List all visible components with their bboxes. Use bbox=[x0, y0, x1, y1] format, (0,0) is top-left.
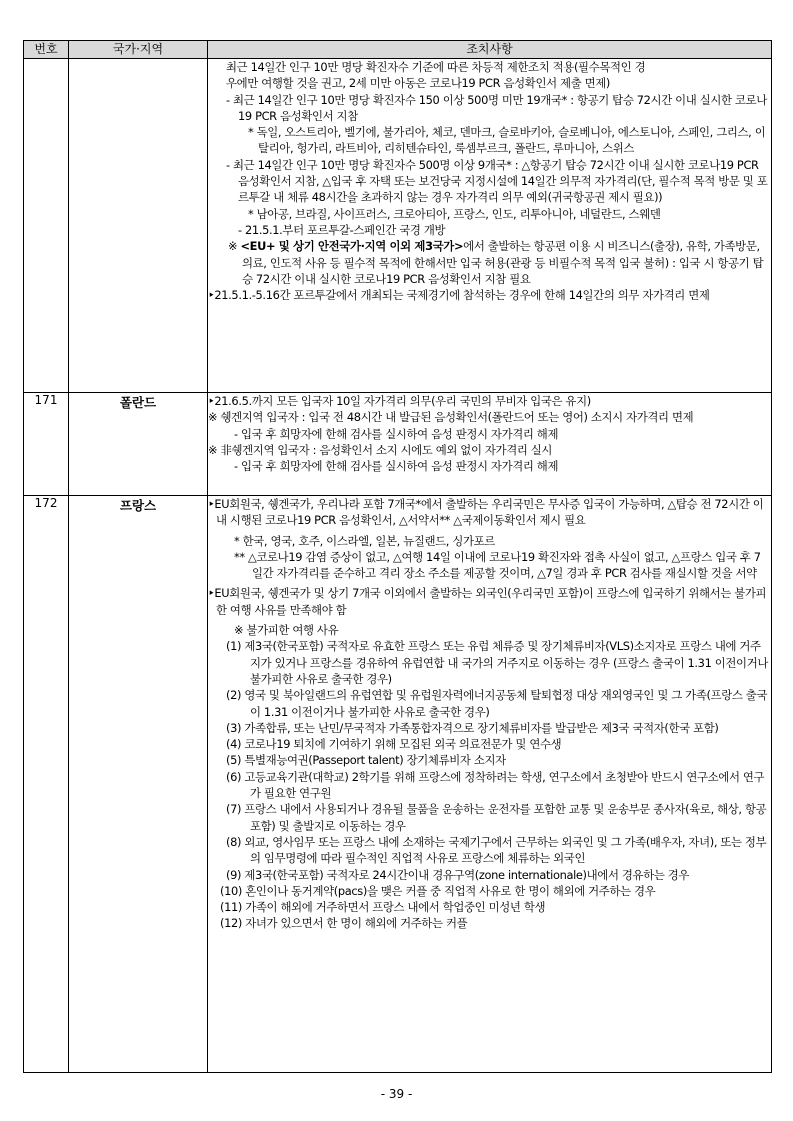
measure-line: - 입국 후 희망자에 한해 검사를 실시하여 음성 판정시 자가격리 해제 bbox=[234, 426, 559, 441]
measure-line: (1) 제3국(한국포함) 국적자로 유효한 프랑스 또는 유럽 체류증 및 장기체류비자(VLS)소지자로 프랑스 내에 거주지가 있거나 프랑스를 경유하여 유럽연합 내 국가의 거주지로 이동하는 경우 (프랑스 출국이 1.31 이전이거나 불가피한 사유로 출국한 경우) bbox=[226, 639, 769, 686]
emphasis: <EU+ 및 상기 안전국가·지역 이외 제3국가> bbox=[240, 239, 464, 254]
measure-line: (8) 외교, 영사임무 또는 프랑스 내에 소재하는 국제기구에서 근무하는 외국인 및 그 가족(배우자, 자녀), 또는 정부의 임무명령에 따라 필수적인 직업적 사유로 프랑스에 체류하는 외국인 bbox=[226, 834, 767, 866]
row-country: 폴란드 bbox=[69, 393, 208, 496]
measure-line: ** △코로나19 감염 증상이 없고, △여행 14일 이내에 코로나19 확진자와 접촉 사실이 없고, △프랑스 입국 후 7일간 자가격리를 준수하고 격리 장소 주소를 제공할 것이며, △7일 경과 후 PCR 검사를 재실시할 것을 서약 bbox=[234, 549, 761, 581]
table-row bbox=[24, 496, 772, 1073]
header-measures: 조치사항 bbox=[208, 41, 772, 59]
measure-line: (2) 영국 및 북아일랜드의 유럽연합 및 유럽원자력에너지공동체 탈퇴협정 대상 재외영국인 및 그 가족(프랑스 출국이 1.31 이전이거나 불가피한 사유로 출국한 경우) bbox=[226, 688, 768, 719]
measures-table bbox=[23, 40, 772, 1073]
measure-line: ※ 불가피한 여행 사유 bbox=[234, 623, 339, 638]
table-header-row bbox=[24, 41, 772, 59]
cell-measures-continued bbox=[208, 59, 772, 393]
header-number: 번호 bbox=[24, 41, 69, 59]
cell-measures bbox=[208, 393, 772, 496]
measure-line: (4) 코로나19 퇴치에 기여하기 위해 모집된 외국 의료전문가 및 연수생 bbox=[226, 737, 562, 752]
measure-line: 우에만 여행할 것을 권고, 2세 미만 아동은 코로나19 PCR 음성확인서 제출 면제) bbox=[226, 76, 611, 91]
measure-line: (7) 프랑스 내에서 사용되거나 경유될 물품을 운송하는 운전자를 포함한 교통 및 운송부문 종사자(육로, 해상, 항공 포함) 및 출발지로 이동하는 경우 bbox=[226, 802, 767, 833]
measure-line: (11) 가족이 해외에 거주하면서 프랑스 내에서 학업중인 미성년 학생 bbox=[220, 900, 546, 915]
cell-country-continued bbox=[69, 59, 208, 393]
measure-line: - 입국 후 희망자에 한해 검사를 실시하여 음성 판정시 자가격리 해제 bbox=[234, 459, 559, 474]
measure-line: 최근 14일간 인구 10만 명당 확진자수 기준에 따른 차등적 제한조치 적용(필수목적인 경 bbox=[226, 60, 646, 74]
page-number: - 39 - bbox=[380, 1087, 413, 1101]
row-number: 172 bbox=[24, 496, 69, 1073]
measure-line: (10) 혼인이나 동거계약(pacs)을 맺은 커플 중 직업적 사유로 한 명이 해외에 거주하는 경우 bbox=[220, 883, 656, 898]
row-country: 프랑스 bbox=[69, 496, 208, 1073]
measure-line: ‣EU회원국, 쉥겐국가, 우리나라 포함 7개국*에서 출발하는 우리국민은 무사증 입국이 가능하며, △탑승 전 72시간 이내 시행된 코로나19 PCR 음성확인서, △서약서** △국제이동확인서 제시 필요 bbox=[208, 497, 764, 528]
measure-line: (9) 제3국(한국포함) 국적자로 24시간이내 경유구역(zone internationale)내에서 경유하는 경우 bbox=[226, 867, 690, 882]
measure-line: (6) 고등교육기관(대학교) 2학기를 위해 프랑스에 정착하려는 학생, 연구소에서 초청받아 반드시 연구소에서 연구가 필요한 연구원 bbox=[226, 769, 765, 801]
measure-line: * 남아공, 브라질, 사이프러스, 크로아티아, 프랑스, 인도, 리투아니아, 네덜란드, 스웨덴 bbox=[248, 206, 661, 221]
header-country: 국가·지역 bbox=[69, 41, 208, 59]
cell-measures bbox=[208, 496, 772, 1073]
measure-line: ※ <EU+ 및 상기 안전국가·지역 이외 제3국가>에서 출발하는 항공편 이용 시 비즈니스(출장), 유학, 가족방문, 의료, 인도적 사유 등 필수적 목적에 한해서만 입국 허용(관광 등 비필수적 목적 입국 불허) : 입국 시 항공기 탑승 72시간 이내 실시한 코로나19 PCR 음성확인서 지참 필요 bbox=[228, 239, 764, 286]
measure-line: (3) 가족합류, 또는 난민/무국적자 가족통합자격으로 장기체류비자를 발급받은 제3국 국적자(한국 포함) bbox=[226, 720, 719, 735]
row-number: 171 bbox=[24, 393, 69, 496]
measure-line: - 21.5.1.부터 포르투갈-스페인간 국경 개방 bbox=[238, 222, 446, 237]
measure-line: * 한국, 영국, 호주, 이스라엘, 일본, 뉴질랜드, 싱가포르 bbox=[234, 533, 495, 548]
table-row bbox=[24, 393, 772, 496]
measure-line: ‣EU회원국, 쉥겐국가 및 상기 7개국 이외에서 출발하는 외국인(우리국민 포함)이 프랑스에 입국하기 위해서는 불가피한 여행 사유를 만족해야 함 bbox=[208, 586, 767, 617]
measure-line: - 최근 14일간 인구 10만 명당 확진자수 150 이상 500명 미만 19개국* : 항공기 탑승 72시간 이내 실시한 코로나19 PCR 음성확인서 지참 bbox=[226, 92, 767, 123]
table-row-continued bbox=[24, 59, 772, 393]
measure-line: ※ 非쉥겐지역 입국자 : 음성확인서 소지 시에도 예외 없이 자가격리 실시 bbox=[208, 442, 553, 457]
cell-number-continued bbox=[24, 59, 69, 393]
measure-line: ‣21.5.1.-5.16간 포르투갈에서 개최되는 국제경기에 참석하는 경우에 한해 14일간의 의무 자가격리 면제 bbox=[208, 288, 710, 303]
measure-line: - 최근 14일간 인구 10만 명당 확진자수 500명 이상 9개국* : △항공기 탑승 72시간 이내 실시한 코로나19 PCR 음성확인서 지참, △입국 후 자택 또는 보건당국 지정시설에 14일간 의무적 자가격리(단, 필수적 목적 방문 및 포르투갈 내 체류 48시간을 초과하지 않는 경우 자가격리 의무 예외(귀국항공권 제시 필요)) bbox=[226, 157, 768, 205]
measure-line: ‣21.6.5.까지 모든 입국자 10일 자가격리 의무(우리 국민의 무비자 입국은 유지) bbox=[208, 394, 591, 408]
measure-line: (12) 자녀가 있으면서 한 명이 해외에 거주하는 커플 bbox=[220, 916, 468, 931]
measure-line: * 독일, 오스트리아, 벨기에, 불가리아, 체코, 덴마크, 슬로바키아, 슬로베니아, 에스토니아, 스페인, 그리스, 이탈리아, 헝가리, 라트비아, 리히텐슈타인, 룩셈부르크, 폴란드, 루마니아, 스위스 bbox=[248, 125, 766, 156]
measure-line: (5) 특별재능여권(Passeport talent) 장기체류비자 소지자 bbox=[226, 753, 506, 768]
measure-line: ※ 쉥겐지역 입국자 : 입국 전 48시간 내 발급된 음성확인서(폴란드어 또는 영어) 소지시 자가격리 면제 bbox=[208, 410, 694, 425]
